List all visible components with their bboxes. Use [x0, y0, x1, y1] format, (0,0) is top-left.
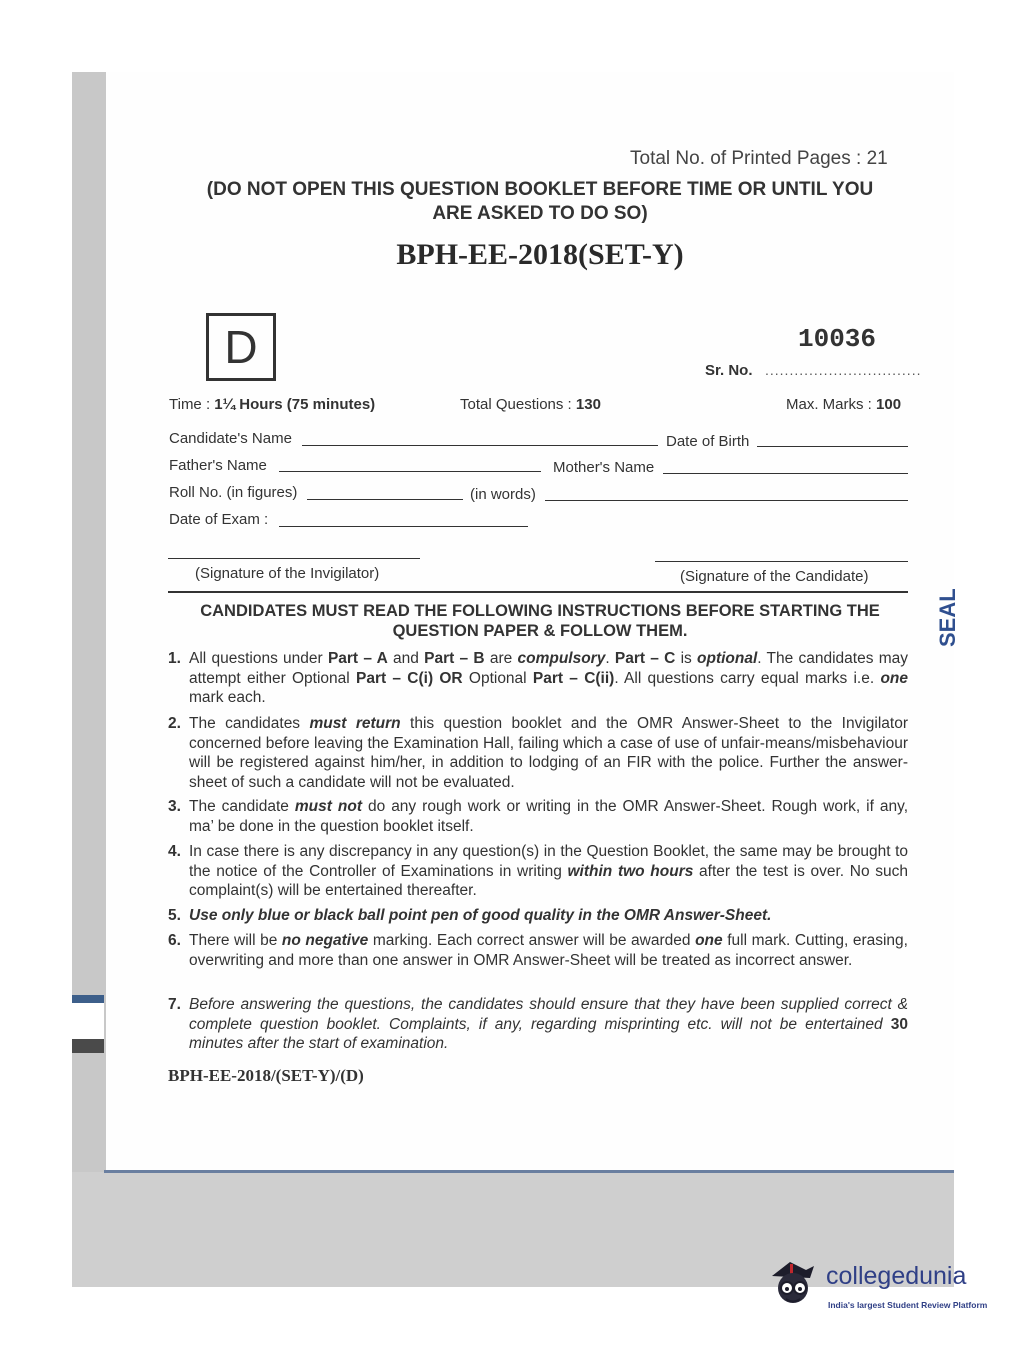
instruction-number: 1. — [168, 650, 181, 667]
seal-mark: SEAL — [935, 588, 960, 647]
instruction-segment: one — [695, 932, 723, 949]
instruction-segment: . — [605, 650, 615, 667]
instruction-text — [189, 931, 908, 970]
mascot-icon — [768, 1258, 818, 1308]
invigilator-signature-label: (Signature of the Invigilator) — [195, 565, 380, 582]
date-of-exam-label: Date of Exam : — [169, 511, 269, 528]
time-info — [169, 396, 375, 413]
scan-edge-left — [72, 72, 106, 1287]
instruction-text — [189, 906, 908, 926]
instruction-segment: Use only blue or black ball point pen of good quality in the OMR Answer-Sheet. — [189, 907, 772, 924]
brand-tagline: India's largest Student Review Platform — [828, 1300, 988, 1310]
serial-dots: ................................ — [765, 362, 922, 378]
instruction-segment: . All questions carry equal marks i.e. — [614, 669, 881, 687]
serial-number: 10036 — [798, 324, 877, 354]
instruction-segment: All questions under — [189, 650, 328, 667]
mother-name-line[interactable] — [663, 473, 908, 474]
questions-info — [460, 396, 601, 413]
footer-booklet-code: BPH-EE-2018/(SET-Y)/(D) — [168, 1066, 364, 1085]
instruction-segment: is — [675, 650, 698, 667]
mother-name-label: Mother's Name — [553, 459, 655, 476]
page-bottom-edge — [104, 1170, 954, 1173]
section-divider — [168, 591, 908, 593]
instruction-segment: one — [880, 669, 908, 687]
questions-label: Total Questions : — [460, 396, 576, 413]
roll-figures-label: Roll No. (in figures) — [169, 484, 298, 501]
instruction-text — [189, 842, 908, 901]
instruction-item — [168, 842, 908, 901]
invigilator-signature-line[interactable] — [168, 558, 420, 559]
serial-label: Sr. No. — [705, 362, 753, 379]
instruction-segment: after the test is over. No such complaint(s) will be entertained thereafter. — [189, 862, 909, 899]
candidate-name-label: Candidate's Name — [169, 430, 292, 447]
instruction-segment: mark each. — [189, 689, 266, 706]
father-name-label: Father's Name — [169, 457, 267, 474]
instruction-segment: Before answering the questions, the candidates should ensure that they have been supplied correct & complete question booklet. Complaints, if any, regarding misprinting etc. will not be entertained — [189, 996, 908, 1033]
instruction-text — [189, 995, 908, 1054]
instruction-segment: compulsory — [517, 650, 606, 667]
candidate-name-line[interactable] — [302, 445, 658, 446]
instruction-segment: no negative — [281, 932, 369, 949]
instruction-segment: are — [484, 650, 518, 667]
instruction-segment: Part – A — [327, 650, 388, 667]
instruction-text — [189, 649, 908, 708]
instruction-item — [168, 995, 908, 1054]
instruction-text — [189, 797, 908, 836]
set-letter-box — [206, 313, 276, 381]
scan-mark — [72, 1039, 104, 1053]
brand-name: collegedunia — [826, 1262, 967, 1290]
booklet-code-title: BPH-EE-2018(SET-Y) — [396, 238, 684, 271]
date-of-exam-line[interactable] — [279, 526, 528, 527]
instruction-item — [168, 931, 908, 970]
instruction-number: 2. — [168, 715, 181, 732]
instruction-segment: must not — [294, 798, 362, 815]
instruction-segment: Optional — [462, 669, 533, 687]
instruction-segment: In case there is any discrepancy in any question(s) in the Question Booklet, the same may be brought to the notice of the Controller of Examinations in writing — [189, 843, 908, 880]
questions-value: 130 — [575, 396, 601, 413]
instruction-number: 4. — [168, 843, 181, 860]
instruction-segment: marking. Each correct answer will be awarded — [368, 932, 696, 949]
warning-line-2: ARE ASKED TO DO SO) — [432, 203, 648, 224]
instruction-segment: minutes after the start of examination. — [189, 1035, 449, 1052]
marks-info — [786, 396, 901, 413]
scan-mark — [72, 1003, 104, 1039]
instruction-number: 7. — [168, 996, 181, 1013]
instruction-segment: Part – C — [614, 650, 676, 667]
instruction-segment: The candidates — [189, 715, 310, 732]
time-value: 1¼ Hours (75 minutes) — [214, 396, 376, 413]
instruction-segment: full mark. Cutting, erasing, overwriting and more than one answer in OMR Answer-Sheet will be treated as incorrect answer. — [189, 932, 908, 969]
instruction-segment: must return — [309, 715, 401, 732]
instruction-item — [168, 649, 908, 708]
marks-label: Max. Marks : — [786, 396, 877, 413]
instruction-segment: this question booklet and the OMR Answer-Sheet to the Invigilator concerned before leaving the Examination Hall, failing which a case of use of unfair-means/misbehaviour will be registered against him/her, in addition to lodging of an FIR with the police. Further the answer-sheet of such a candidate will not be evaluated. — [189, 715, 908, 791]
instruction-number: 5. — [168, 907, 181, 924]
instruction-segment: The candidate — [189, 798, 295, 815]
roll-figures-line[interactable] — [307, 499, 463, 500]
collegedunia-logo — [768, 1252, 998, 1322]
instruction-segment: Part – C(ii) — [532, 669, 615, 687]
instruction-segment: . The candidates may attempt either Optional — [189, 650, 908, 687]
date-of-birth-line[interactable] — [757, 446, 908, 447]
instruction-number: 6. — [168, 932, 181, 949]
time-label: Time : — [169, 396, 215, 413]
instruction-segment: 30 — [890, 1015, 908, 1033]
marks-value: 100 — [876, 396, 902, 413]
candidate-signature-line[interactable] — [655, 561, 908, 562]
instruction-text — [189, 714, 908, 792]
roll-words-label: (in words) — [470, 486, 536, 503]
scan-mark — [72, 995, 104, 1003]
instructions-heading-1: CANDIDATES MUST READ THE FOLLOWING INSTRUCTIONS BEFORE STARTING THE — [200, 602, 880, 620]
instruction-item — [168, 714, 908, 792]
set-letter: D — [224, 321, 258, 373]
instruction-number: 3. — [168, 798, 181, 815]
instruction-segment: optional — [697, 650, 758, 667]
instruction-segment: and — [387, 650, 425, 667]
roll-words-line[interactable] — [545, 500, 908, 501]
instruction-item — [168, 797, 908, 836]
date-of-birth-label: Date of Birth — [666, 433, 750, 450]
printed-pages-count: Total No. of Printed Pages : 21 — [630, 148, 888, 169]
instruction-segment: within two hours — [567, 862, 694, 880]
instruction-segment: There will be — [189, 932, 282, 949]
father-name-line[interactable] — [279, 471, 541, 472]
instruction-item — [168, 906, 908, 926]
candidate-signature-label: (Signature of the Candidate) — [680, 568, 869, 585]
instruction-segment: Part – C(i) OR — [355, 669, 463, 687]
instruction-segment: do any rough work or writing in the OMR Answer-Sheet. Rough work, if any, ma’ be done in the question booklet itself. — [189, 798, 909, 835]
warning-line-1: (DO NOT OPEN THIS QUESTION BOOKLET BEFORE TIME OR UNTIL YOU — [206, 179, 874, 200]
instruction-segment: Part – B — [424, 650, 485, 667]
instructions-heading-2: QUESTION PAPER & FOLLOW THEM. — [392, 622, 688, 640]
